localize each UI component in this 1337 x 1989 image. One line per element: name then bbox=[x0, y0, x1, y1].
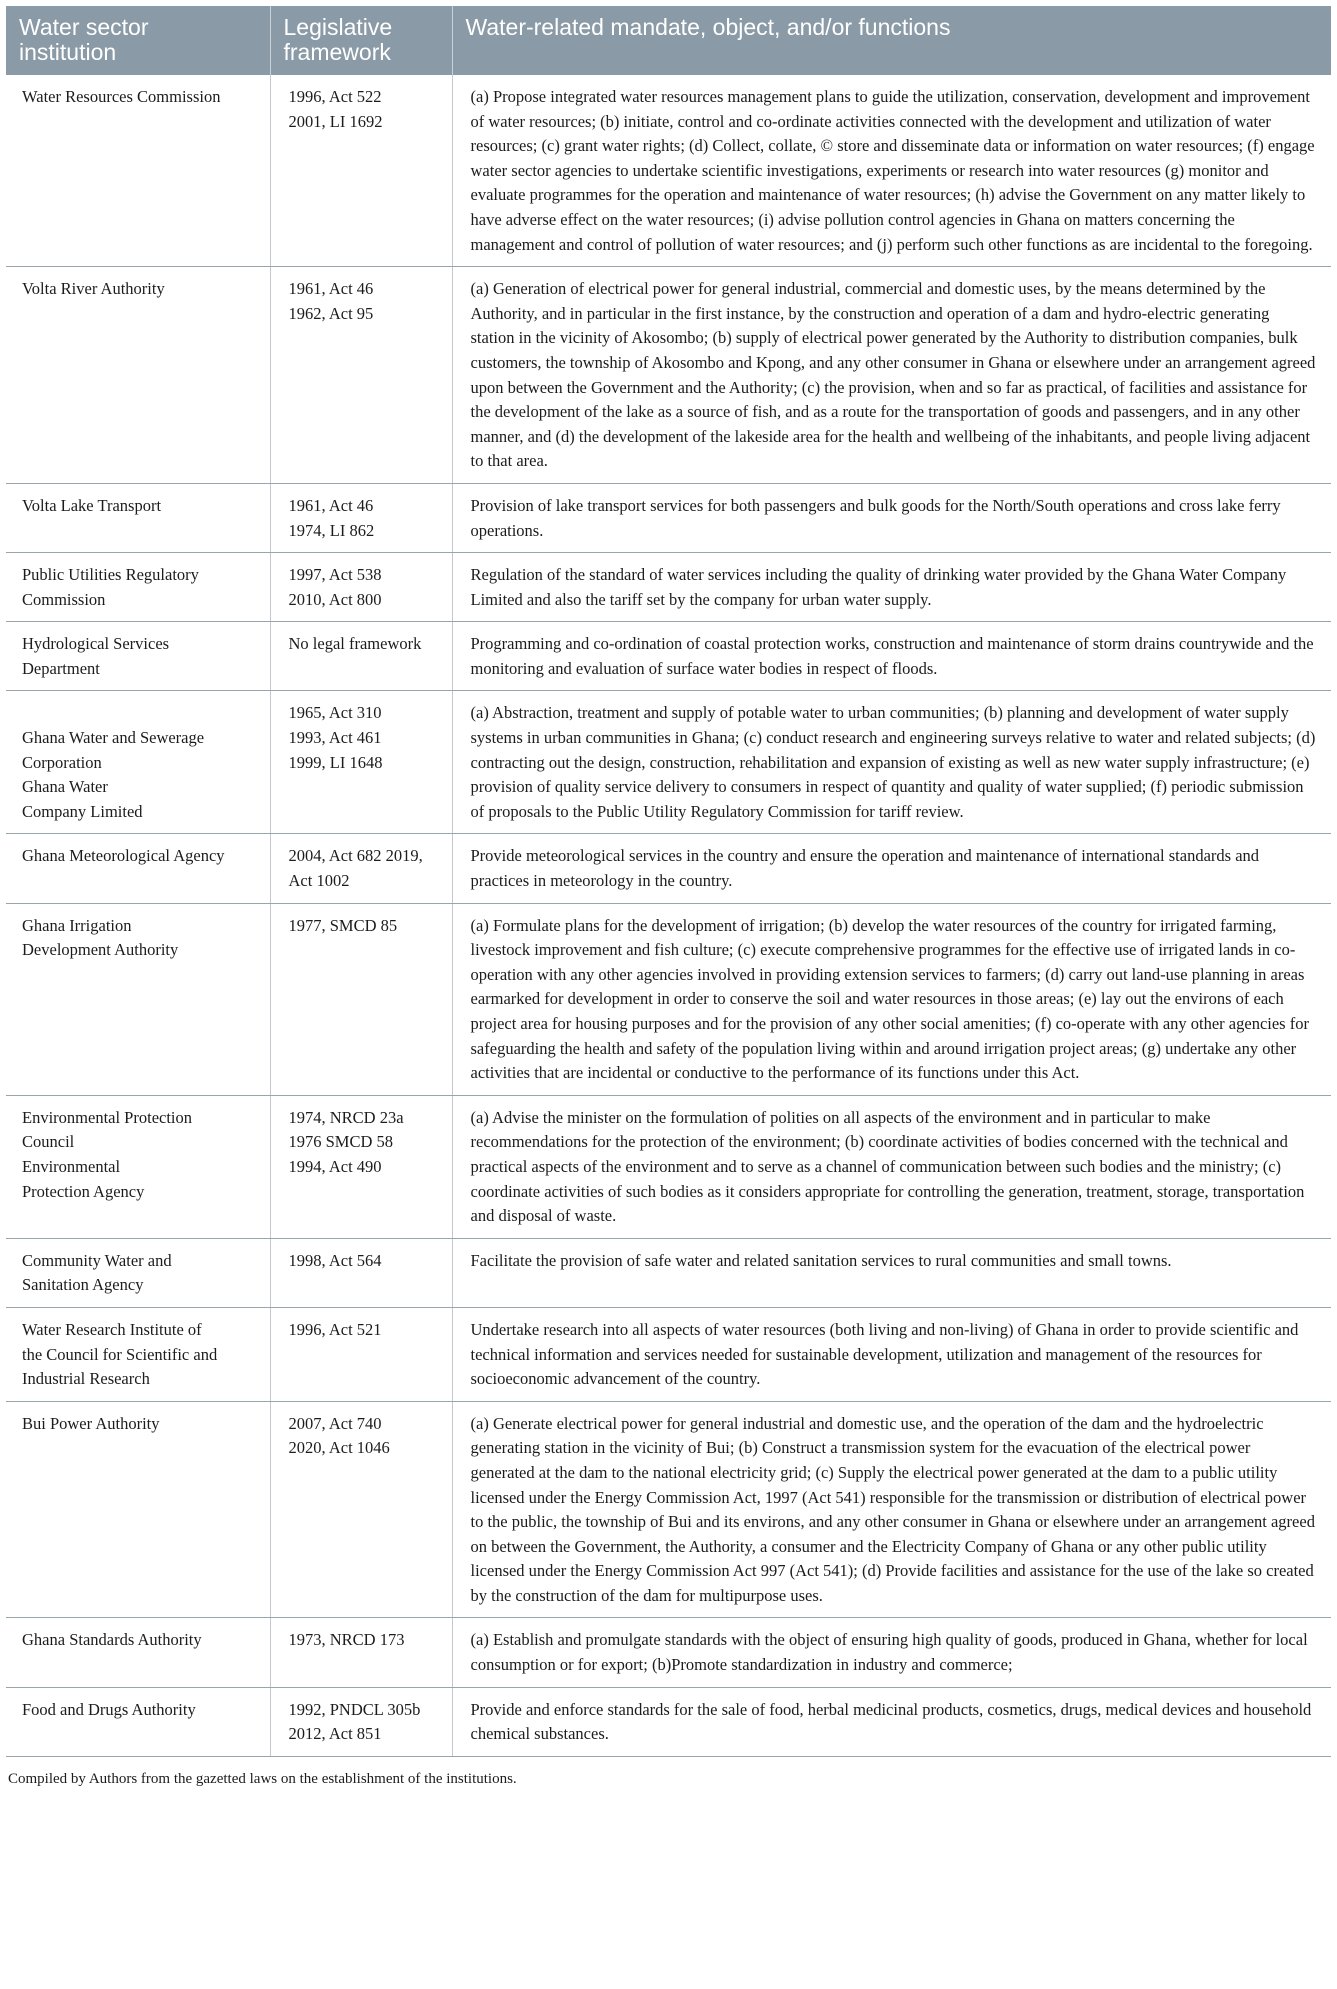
institution-cell bbox=[6, 903, 270, 1095]
institution-name-line: Water Research Institute of bbox=[22, 1319, 202, 1339]
mandate-cell: Facilitate the provision of safe water and related sanitation services to rural communities and small towns. bbox=[452, 1238, 1331, 1307]
framework-line: 1962, Act 95 bbox=[288, 303, 374, 323]
institution-cell bbox=[6, 1307, 270, 1401]
institution-name-line: Company Limited bbox=[22, 801, 143, 821]
institution-cell bbox=[6, 834, 270, 903]
institution-name-line: Environmental bbox=[22, 1156, 121, 1176]
mandate-cell: (a) Generation of electrical power for general industrial, commercial and domestic uses, by the means determined by the Authority, and in particular in the first instance, by the construction and operation of a dam and hydro-electric generating station in the vicinity of Akosombo; (b) supply of electrical power generated by the Authority to distribution companies, bulk customers, the township of Akosombo and Kpong, and any other consumer in Ghana or elsewhere under an arrangement agreed upon between the Government and the Authority; (c) the provision, when and so far as practical, of facilities and assistance for the development of the lake as a source of fish, and as a route for the transportation of goods and passengers, and in any other manner, and (d) the development of the lakeside area for the health and wellbeing of the inhabitants, and people living adjacent to that area. bbox=[452, 267, 1331, 484]
framework-cell bbox=[270, 1401, 452, 1618]
table-row bbox=[6, 553, 1331, 622]
institution-cell bbox=[6, 1095, 270, 1238]
framework-cell bbox=[270, 1238, 452, 1307]
framework-cell bbox=[270, 903, 452, 1095]
institution-name-line: Community Water and bbox=[22, 1250, 172, 1270]
institution-cell bbox=[6, 1618, 270, 1687]
institution-name-line: Commission bbox=[22, 589, 106, 609]
header-framework: Legislative framework bbox=[270, 6, 452, 75]
mandate-cell: Regulation of the standard of water services including the quality of drinking water provided by the Ghana Water Company Limited and also the tariff set by the company for urban water supply. bbox=[452, 553, 1331, 622]
institution-cell bbox=[6, 1238, 270, 1307]
header-institution: Water sector institution bbox=[6, 6, 270, 75]
water-institutions-table bbox=[6, 6, 1331, 1757]
institution-cell bbox=[6, 553, 270, 622]
institution-name-line: Council bbox=[22, 1132, 75, 1152]
institution-name-line: Ghana Standards Authority bbox=[22, 1630, 202, 1650]
institution-cell bbox=[6, 1687, 270, 1756]
institution-name-line: Bui Power Authority bbox=[22, 1413, 160, 1433]
framework-cell bbox=[270, 1687, 452, 1756]
institution-name-line: Ghana Water and Sewerage bbox=[22, 728, 205, 748]
table-footnote: Compiled by Authors from the gazetted laws on the establishment of the institutions. bbox=[8, 1770, 517, 1787]
framework-cell bbox=[270, 75, 452, 267]
table-row bbox=[6, 622, 1331, 691]
institution-name-line: Protection Agency bbox=[22, 1181, 145, 1201]
framework-line: 1997, Act 538 bbox=[288, 565, 382, 585]
mandate-cell: (a) Establish and promulgate standards with the object of ensuring high quality of goods, produced in Ghana, whether for local consumption or for export; (b)Promote standardization in industry and commerce; bbox=[452, 1618, 1331, 1687]
institution-name-line: Department bbox=[22, 658, 100, 678]
framework-line: 2001, LI 1692 bbox=[288, 111, 383, 131]
framework-line: Act 1002 bbox=[288, 871, 350, 891]
framework-line: 1976 SMCD 58 bbox=[288, 1132, 394, 1152]
mandate-cell: Provide and enforce standards for the sale of food, herbal medicinal products, cosmetics, drugs, medical devices and household chemical substances. bbox=[452, 1687, 1331, 1756]
table-row bbox=[6, 1687, 1331, 1756]
framework-line: 1996, Act 521 bbox=[288, 1319, 382, 1339]
table-row bbox=[6, 267, 1331, 484]
table-row bbox=[6, 691, 1331, 834]
mandate-cell: (a) Abstraction, treatment and supply of potable water to urban communities; (b) planning and development of water supply systems in urban communities in Ghana; (c) conduct research and engineering surveys relative to water and related subjects; (d) contracting out the design, construction, rehabilitation and expansion of existing as well as new water supply infrastructure; (e) provision of quality service delivery to consumers in respect of quantity and quality of water supplied; (f) periodic submission of proposals to the Public Utility Regulatory Commission for tariff review. bbox=[452, 691, 1331, 834]
institution-name-line: Development Authority bbox=[22, 940, 179, 960]
framework-line: 1965, Act 310 bbox=[288, 703, 382, 723]
table-row bbox=[6, 1095, 1331, 1238]
institution-name-line: Ghana Water bbox=[22, 777, 108, 797]
institution-name-line: Industrial Research bbox=[22, 1369, 150, 1389]
framework-cell bbox=[270, 622, 452, 691]
institution-name-line: Hydrological Services bbox=[22, 634, 170, 654]
institution-name-line: Ghana Meteorological Agency bbox=[22, 846, 225, 866]
framework-line: 2010, Act 800 bbox=[288, 589, 382, 609]
framework-line: 1992, PNDCL 305b bbox=[288, 1699, 421, 1719]
institution-cell bbox=[6, 483, 270, 552]
institution-name-line bbox=[22, 701, 258, 726]
mandate-cell: Programming and co-ordination of coastal protection works, construction and maintenance of storm drains countrywide and the monitoring and evaluation of surface water bodies in respect of floods. bbox=[452, 622, 1331, 691]
framework-cell bbox=[270, 691, 452, 834]
framework-cell bbox=[270, 834, 452, 903]
framework-line: No legal framework bbox=[288, 634, 422, 654]
framework-line: 2004, Act 682 2019, bbox=[288, 846, 423, 866]
framework-line: 1974, NRCD 23a bbox=[288, 1107, 404, 1127]
institution-name-line: Ghana Irrigation bbox=[22, 915, 132, 935]
table-row bbox=[6, 1307, 1331, 1401]
framework-cell bbox=[270, 267, 452, 484]
mandate-cell: (a) Generate electrical power for general industrial and domestic use, and the operation of the dam and the hydroelectric generating station in the vicinity of Bui; (b) Construct a transmission system for the evacuation of the electrical power generated at the dam to the national electricity grid; (c) Supply the electrical power generated at the dam to a public utility licensed under the Energy Commission Act, 1997 (Act 541) responsible for the transmission or distribution of electrical power to the public, the township of Bui and its environs, and any other consumer in Ghana or elsewhere under an arrangement agreed on between the Government, the Authority, a consumer and the Electricity Company of Ghana or any other public utility licensed under the Energy Commission Act 997 (Act 541); (d) Provide facilities and assistance for the use of the lake so created by the construction of the dam for multipurpose uses. bbox=[452, 1401, 1331, 1618]
table-row bbox=[6, 1238, 1331, 1307]
institution-cell bbox=[6, 267, 270, 484]
framework-line: 2020, Act 1046 bbox=[288, 1438, 390, 1458]
institution-cell bbox=[6, 622, 270, 691]
institution-name-line: Volta River Authority bbox=[22, 279, 165, 299]
institution-name-line: Water Resources Commission bbox=[22, 87, 221, 106]
framework-line: 1993, Act 461 bbox=[288, 728, 382, 748]
framework-line: 1994, Act 490 bbox=[288, 1156, 382, 1176]
framework-line: 1996, Act 522 bbox=[288, 87, 382, 106]
table-container bbox=[6, 6, 1331, 1788]
table-body bbox=[6, 75, 1331, 1756]
institution-cell bbox=[6, 75, 270, 267]
institution-name-line: Corporation bbox=[22, 752, 102, 772]
mandate-cell: (a) Advise the minister on the formulation of polities on all aspects of the environment and in particular to make recommendations for the protection of the environment; (b) coordinate activities of bodies concerned with the technical and practical aspects of the environment and to serve as a channel of communication between such bodies and the ministry; (c) coordinate activities of such bodies as it considers appropriate for controlling the generation, treatment, storage, transportation and disposal of waste. bbox=[452, 1095, 1331, 1238]
framework-line: 1999, LI 1648 bbox=[288, 752, 383, 772]
table-row bbox=[6, 1618, 1331, 1687]
institution-cell bbox=[6, 1401, 270, 1618]
framework-cell bbox=[270, 553, 452, 622]
table-row bbox=[6, 903, 1331, 1095]
table-row bbox=[6, 834, 1331, 903]
framework-cell bbox=[270, 1307, 452, 1401]
table-header bbox=[6, 6, 1331, 75]
institution-name-line: the Council for Scientific and bbox=[22, 1344, 218, 1364]
institution-name-line: Volta Lake Transport bbox=[22, 495, 162, 515]
mandate-cell: (a) Formulate plans for the development of irrigation; (b) develop the water resources of the country for irrigated farming, livestock improvement and fish culture; (c) execute comprehensive programmes for the effective use of irrigated lands in co-operation with any other agencies involved in providing extension services to farmers; (d) carry out land-use planning in areas earmarked for development in order to conserve the soil and water resources in those areas; (e) lay out the environs of each project area for housing purposes and for the provision of any other social amenities; (f) co-operate with any other agencies for safeguarding the health and safety of the population living within and around irrigation project areas; (g) undertake any other activities that are incidental or conductive to the performance of its functions under this Act. bbox=[452, 903, 1331, 1095]
institution-name-line: Sanitation Agency bbox=[22, 1275, 144, 1295]
mandate-cell: Undertake research into all aspects of water resources (both living and non-living) of Ghana in order to provide scientific and technical information and services needed for sustainable development, utilization and management of the resources for socioeconomic advancement of the country. bbox=[452, 1307, 1331, 1401]
institution-cell bbox=[6, 691, 270, 834]
framework-line: 1974, LI 862 bbox=[288, 520, 375, 540]
framework-line: 1973, NRCD 173 bbox=[288, 1630, 405, 1650]
table-row bbox=[6, 75, 1331, 267]
institution-name-line: Environmental Protection bbox=[22, 1107, 193, 1127]
framework-cell bbox=[270, 1095, 452, 1238]
institution-name-line: Public Utilities Regulatory bbox=[22, 565, 199, 585]
mandate-cell: Provision of lake transport services for both passengers and bulk goods for the North/South operations and cross lake ferry operations. bbox=[452, 483, 1331, 552]
table-row bbox=[6, 483, 1331, 552]
mandate-cell: Provide meteorological services in the country and ensure the operation and maintenance of international standards and practices in meteorology in the country. bbox=[452, 834, 1331, 903]
table-row bbox=[6, 1401, 1331, 1618]
framework-line: 1961, Act 46 bbox=[288, 495, 374, 515]
institution-name-line: Food and Drugs Authority bbox=[22, 1699, 196, 1719]
mandate-cell: (a) Propose integrated water resources management plans to guide the utilization, conservation, development and improvement of water resources; (b) initiate, control and co-ordinate activities connected with the development and utilization of water resources; (c) grant water rights; (d) Collect, collate, © store and disseminate data or information on water resources; (f) engage water sector agencies to undertake scientific investigations, experiments or research into water resources (g) monitor and evaluate programmes for the operation and maintenance of water resources; (h) advise the Government on any matter likely to have adverse effect on the water resources; (i) advise pollution control agencies in Ghana on matters concerning the management and control of pollution of water resources; and (j) perform such other functions as are incidental to the foregoing. bbox=[452, 75, 1331, 267]
framework-line: 2007, Act 740 bbox=[288, 1413, 382, 1433]
header-mandate: Water-related mandate, object, and/or functions bbox=[452, 6, 1331, 75]
framework-line: 1977, SMCD 85 bbox=[288, 915, 398, 935]
framework-line: 2012, Act 851 bbox=[288, 1724, 382, 1744]
framework-cell bbox=[270, 1618, 452, 1687]
framework-cell bbox=[270, 483, 452, 552]
framework-line: 1998, Act 564 bbox=[288, 1250, 382, 1270]
framework-line: 1961, Act 46 bbox=[288, 279, 374, 299]
